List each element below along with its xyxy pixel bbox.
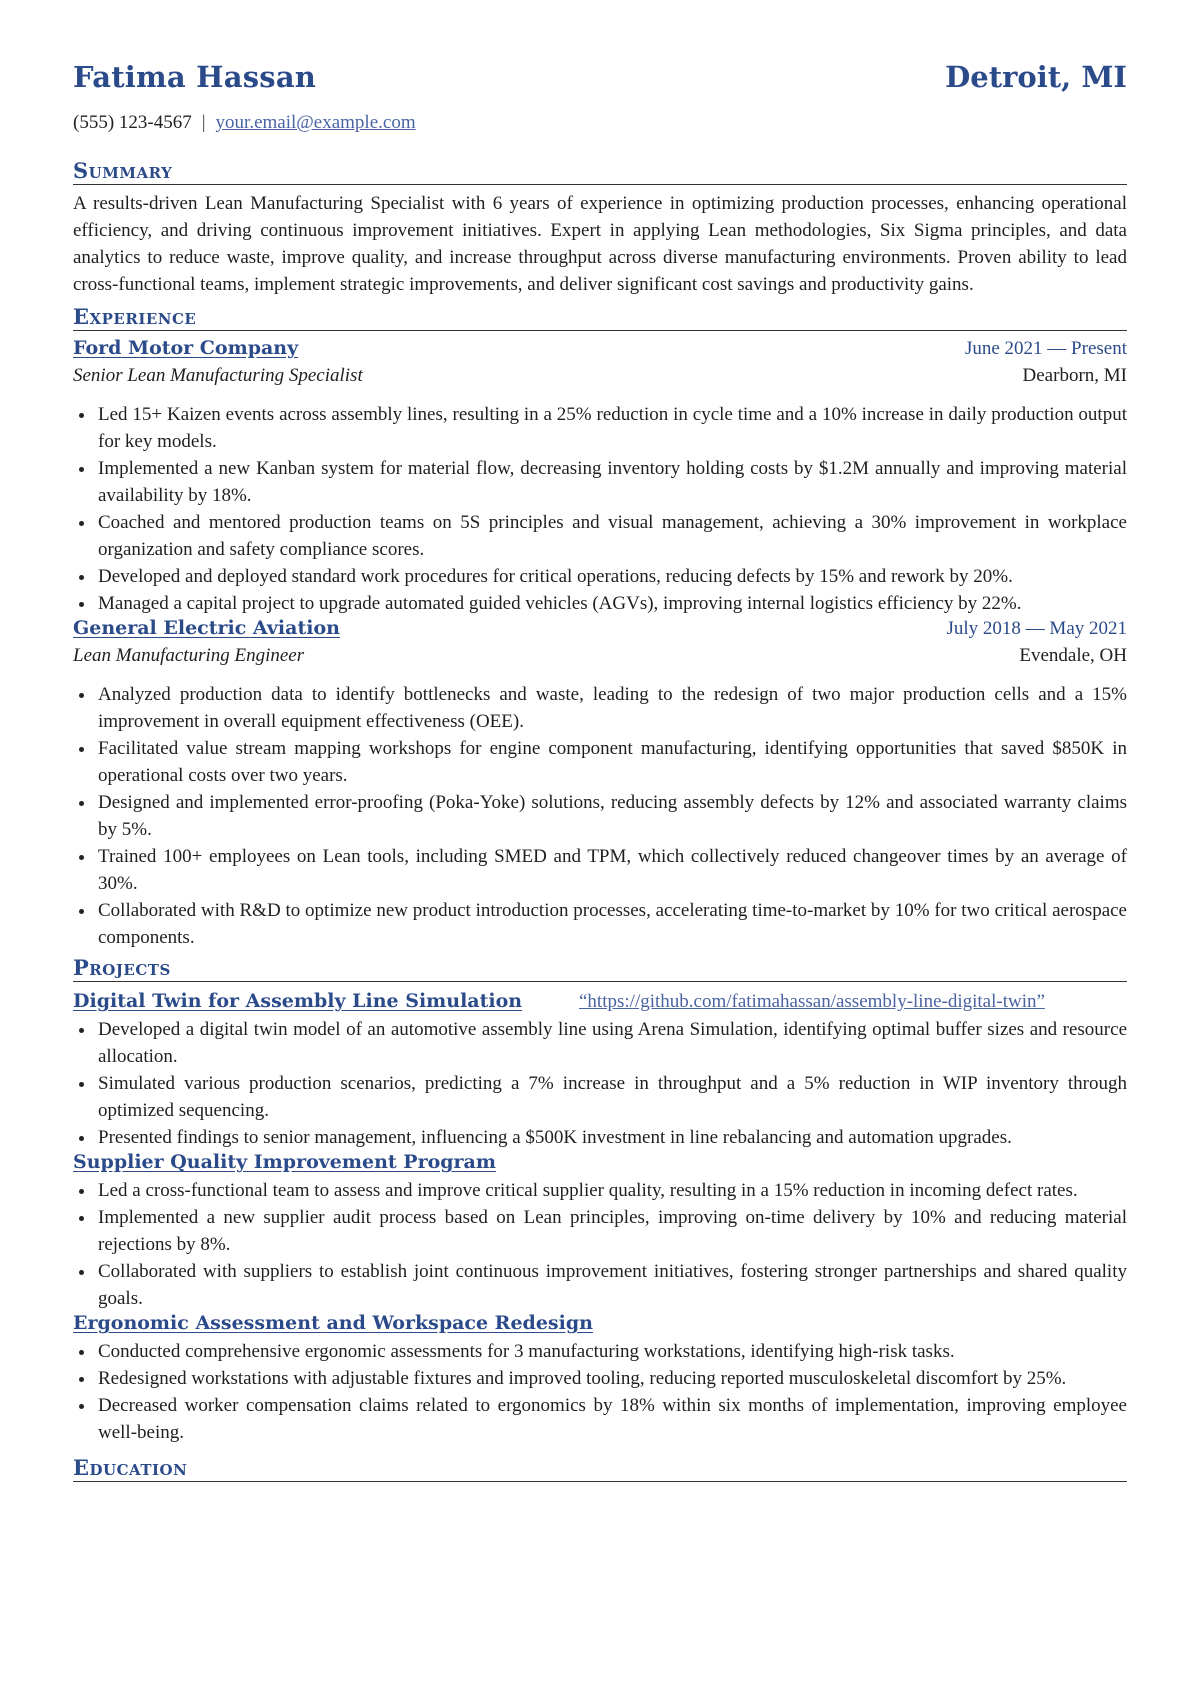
bullet-item: Collaborated with suppliers to establish joint continuous improvement initiatives, fostering stronger partnerships and shared quality goals. [73,1258,1127,1312]
job-role: Lean Manufacturing Engineer [73,645,305,666]
bullet-item: Led a cross-functional team to assess and improve critical supplier quality, resulting in a 15% reduction in incoming defect rates. [73,1177,1127,1204]
project-header [73,1312,1127,1338]
job-subheader [73,645,1127,675]
job-location: Evendale, OH [1019,645,1127,666]
bullet-item: Managed a capital project to upgrade automated guided vehicles (AGVs), improving internal logistics efficiency by 22%. [73,590,1127,617]
job-header [73,337,1127,365]
bullet-item: Developed a digital twin model of an automotive assembly line using Arena Simulation, identifying optimal buffer sizes and resource allocation. [73,1016,1127,1070]
project-entry [73,1151,1127,1312]
experience-list [73,337,1127,951]
project-bullets [73,1338,1127,1446]
email-link[interactable]: your.email@example.com [215,112,416,133]
summary-text: A results-driven Lean Manufacturing Specialist with 6 years of experience in optimizing production processes, enhancing operational efficiency, and driving continuous improvement initiatives. Expert in applying Lean methodologies, Six Sigma principles, and data analytics to reduce waste, improve quality, and increase throughput across diverse manufacturing environments. Proven ability to lead cross-functional teams, implement strategic improvements, and deliver significant cost savings and productivity gains. [73,193,1127,295]
bullet-item: Analyzed production data to identify bottlenecks and waste, leading to the redesign of two major production cells and a 15% improvement in overall equipment effectiveness (OEE). [73,681,1127,735]
bullet-item: Led 15+ Kaizen events across assembly lines, resulting in a 25% reduction in cycle time and a 10% increase in daily production output for key models. [73,401,1127,455]
bullet-item: Designed and implemented error-proofing (Poka-Yoke) solutions, reducing assembly defects by 12% and associated warranty claims by 5%. [73,789,1127,843]
project-title-link[interactable]: Supplier Quality Improvement Program [73,1151,496,1173]
phone-number: (555) 123-4567 [73,112,192,133]
bullet-item: Trained 100+ employees on Lean tools, including SMED and TPM, which collectively reduced changeover times by an average of 30%. [73,843,1127,897]
job-entry [73,337,1127,617]
bullet-item: Facilitated value stream mapping workshops for engine component manufacturing, identifying opportunities that saved $850K in operational costs over two years. [73,735,1127,789]
project-title-link[interactable]: Digital Twin for Assembly Line Simulation [73,990,523,1012]
resume-header [73,60,1127,118]
job-subheader [73,365,1127,395]
summary-heading: Summary [73,158,1127,185]
bullet-item: Implemented a new supplier audit process based on Lean principles, improving on-time delivery by 10% and reducing material rejections by 8%. [73,1204,1127,1258]
bullet-item: Developed and deployed standard work procedures for critical operations, reducing defects by 15% and rework by 20%. [73,563,1127,590]
education-heading: Education [73,1455,1127,1482]
job-dates: June 2021 — Present [964,338,1127,359]
job-entry [73,617,1127,951]
projects-list [73,990,1127,1446]
project-url-link[interactable]: “https://github.com/fatimahassan/assembly-line-digital-twin” [579,991,1045,1012]
company-link[interactable]: General Electric Aviation [73,617,340,639]
contact-separator: | [201,112,206,133]
resume-page [73,0,1127,1482]
bullet-item: Simulated various production scenarios, predicting a 7% increase in throughput and a 5% reduction in WIP inventory through optimized sequencing. [73,1070,1127,1124]
job-location: Dearborn, MI [1022,365,1127,386]
project-header [73,990,1127,1016]
project-title-link[interactable]: Ergonomic Assessment and Workspace Redesign [73,1312,593,1334]
bullet-item: Coached and mentored production teams on 5S principles and visual management, achieving a 30% improvement in workplace organization and safety compliance scores. [73,509,1127,563]
bullet-item: Decreased worker compensation claims related to ergonomics by 18% within six months of implementation, improving employee well-being. [73,1392,1127,1446]
bullet-item: Presented findings to senior management, influencing a $500K investment in line rebalancing and automation upgrades. [73,1124,1127,1151]
projects-heading: Projects [73,955,1127,982]
bullet-item: Collaborated with R&D to optimize new product introduction processes, accelerating time-to-market by 10% for two critical aerospace components. [73,897,1127,951]
candidate-name: Fatima Hassan [73,60,317,94]
job-bullets [73,681,1127,951]
experience-heading: Experience [73,304,1127,331]
bullet-item: Redesigned workstations with adjustable fixtures and improved tooling, reducing reported musculoskeletal discomfort by 25%. [73,1365,1127,1392]
job-header [73,617,1127,645]
bullet-item: Implemented a new Kanban system for material flow, decreasing inventory holding costs by $1.2M annually and improving material availability by 18%. [73,455,1127,509]
bullet-item: Conducted comprehensive ergonomic assessments for 3 manufacturing workstations, identifying high-risk tasks. [73,1338,1127,1365]
job-bullets [73,401,1127,617]
project-header [73,1151,1127,1177]
candidate-location: Detroit, MI [945,60,1127,94]
company-link[interactable]: Ford Motor Company [73,337,299,359]
job-dates: July 2018 — May 2021 [946,618,1127,639]
project-bullets [73,1177,1127,1312]
project-entry [73,990,1127,1151]
project-entry [73,1312,1127,1446]
job-role: Senior Lean Manufacturing Specialist [73,365,363,386]
project-bullets [73,1016,1127,1151]
